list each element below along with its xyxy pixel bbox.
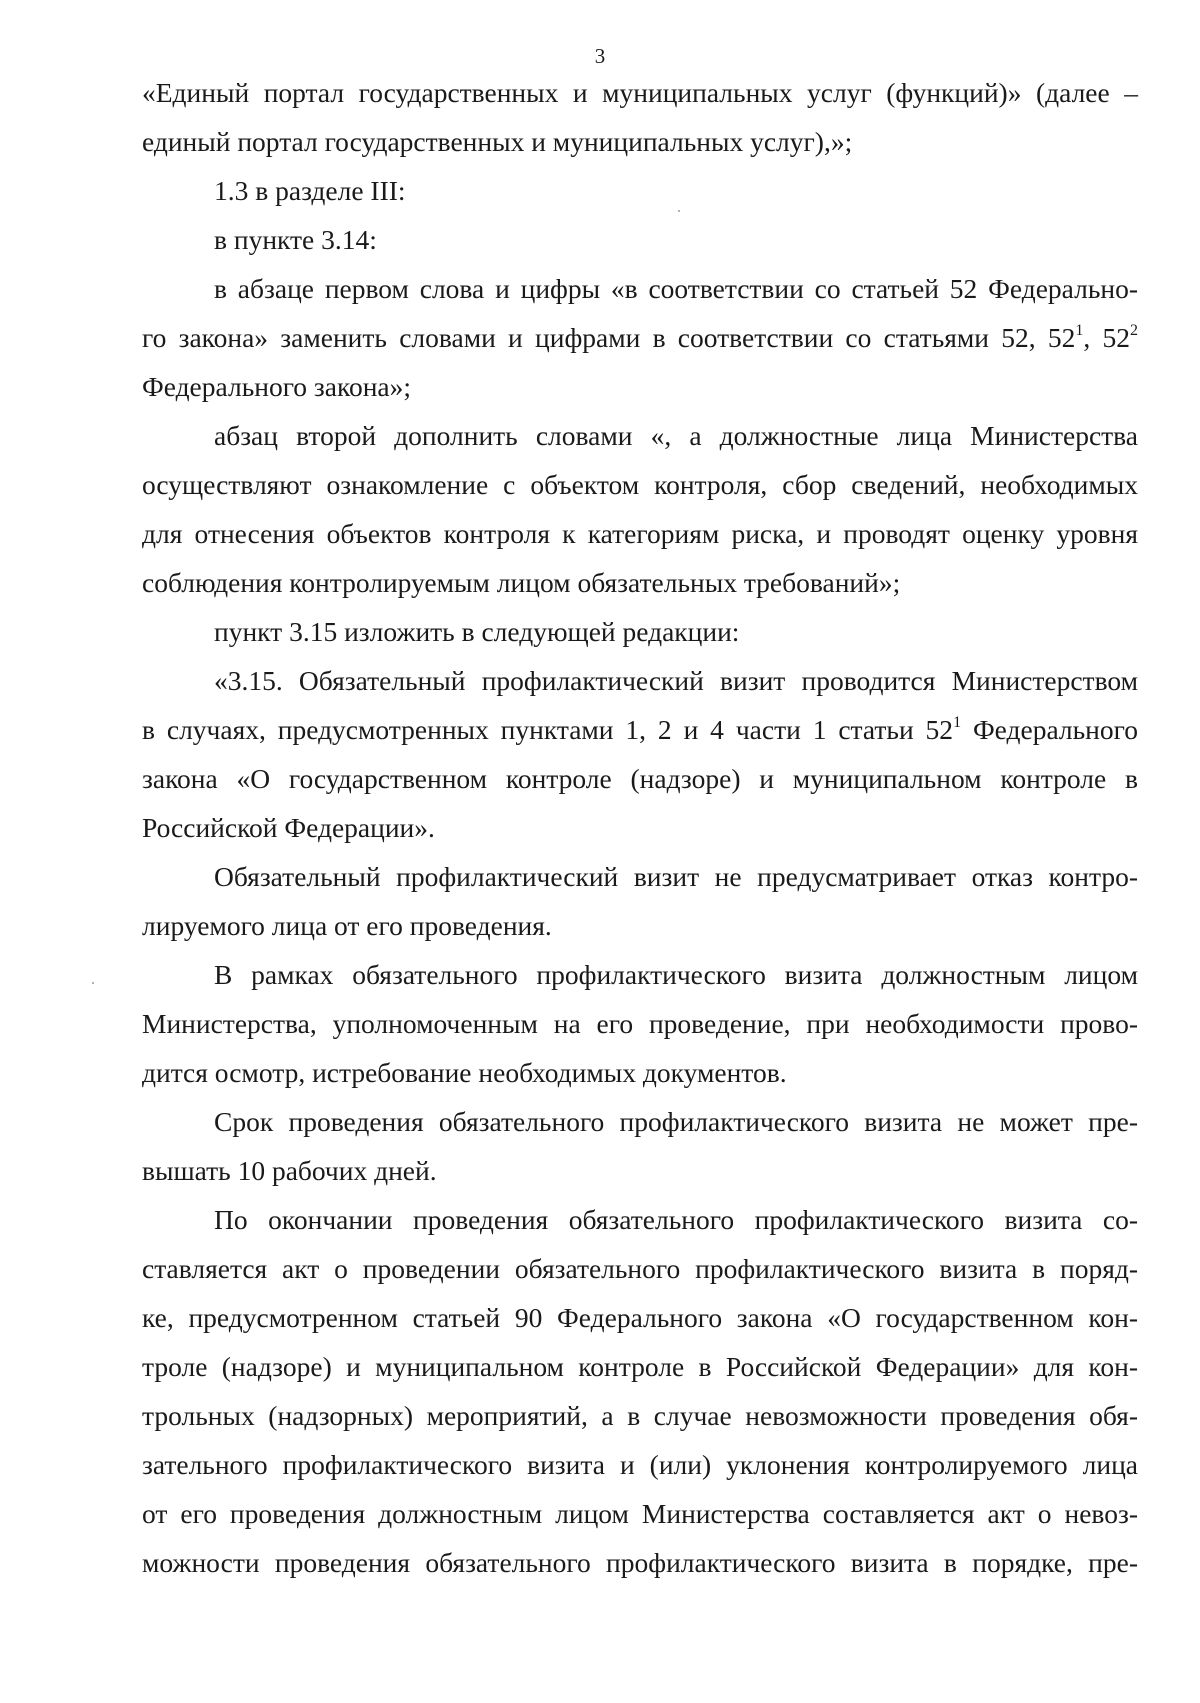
text-line: Министерства, уполномоченным на его проведение, при необходимости прово- [142,1008,1138,1039]
superscript: 1 [953,714,962,731]
superscript: 1 [1075,322,1084,339]
document-body [142,68,1138,1587]
text-run: , 52 [1083,322,1130,353]
text-line: 1.3 в разделе III: [214,175,406,206]
text-line: в абзаце первом слова и цифры «в соответствии со статьей 52 Федерально- [214,273,1138,304]
text-line: «Единый портал государственных и муниципальных услуг (функций)» (далее – [142,77,1138,108]
text-line: По окончании проведения обязательного профилактического визита со- [214,1204,1138,1235]
text-line: Срок проведения обязательного профилактического визита не может пре- [214,1106,1138,1137]
text-line: абзац второй дополнить словами «, а должностные лица Министерства [214,420,1138,451]
text-line: «3.15. Обязательный профилактический визит проводится Министерством [214,665,1138,696]
page-number: 3 [594,44,606,68]
text-line: Федерального закона»; [142,371,412,402]
text-line: соблюдения контролируемым лицом обязательных требований»; [142,567,901,598]
text-line: вышать 10 рабочих дней. [142,1155,437,1186]
text-line: лируемого лица от его проведения. [142,910,552,941]
text-line: закона «О государственном контроле (надзоре) и муниципальном контроле в [142,763,1138,794]
text-line: для отнесения объектов контроля к категориям риска, и проводят оценку уровня [142,518,1138,549]
text-line: трольных (надзорных) мероприятий, а в случае невозможности проведения обя- [142,1400,1138,1431]
text-line: ке, предусмотренном статьей 90 Федерального закона «О государственном кон- [142,1302,1138,1333]
text-line: можности проведения обязательного профилактического визита в порядке, пре- [142,1547,1138,1578]
scan-speck [678,210,680,212]
scan-speck [92,982,94,984]
text-line: осуществляют ознакомление с объектом контроля, сбор сведений, необходимых [142,469,1138,500]
text-line [142,705,1138,754]
text-line: дится осмотр, истребование необходимых документов. [142,1057,787,1088]
text-line: в пункте 3.14: [214,224,377,255]
text-line [142,313,1138,362]
text-run: в случаях, предусмотренных пунктами 1, 2 и 4 части 1 статьи 52 [142,714,954,745]
text-line: Российской Федерации». [142,812,435,843]
text-line: единый портал государственных и муниципальных услуг),»; [142,126,853,157]
text-line: пункт 3.15 изложить в следующей редакции: [214,616,740,647]
text-run: го закона» заменить словами и цифрами в соответствии со статьями 52, 52 [142,322,1076,353]
text-line: ставляется акт о проведении обязательного профилактического визита в поряд- [142,1253,1138,1284]
text-line: от его проведения должностным лицом Министерства составляется акт о невоз- [142,1498,1138,1529]
text-run: Федерального [961,714,1138,745]
text-line: троле (надзоре) и муниципальном контроле в Российской Федерации» для кон- [142,1351,1138,1382]
superscript: 2 [1130,322,1138,339]
text-line: В рамках обязательного профилактического визита должностным лицом [214,959,1138,990]
text-line: Обязательный профилактический визит не предусматривает отказ контро- [214,861,1138,892]
text-line: зательного профилактического визита и (или) уклонения контролируемого лица [142,1449,1138,1480]
